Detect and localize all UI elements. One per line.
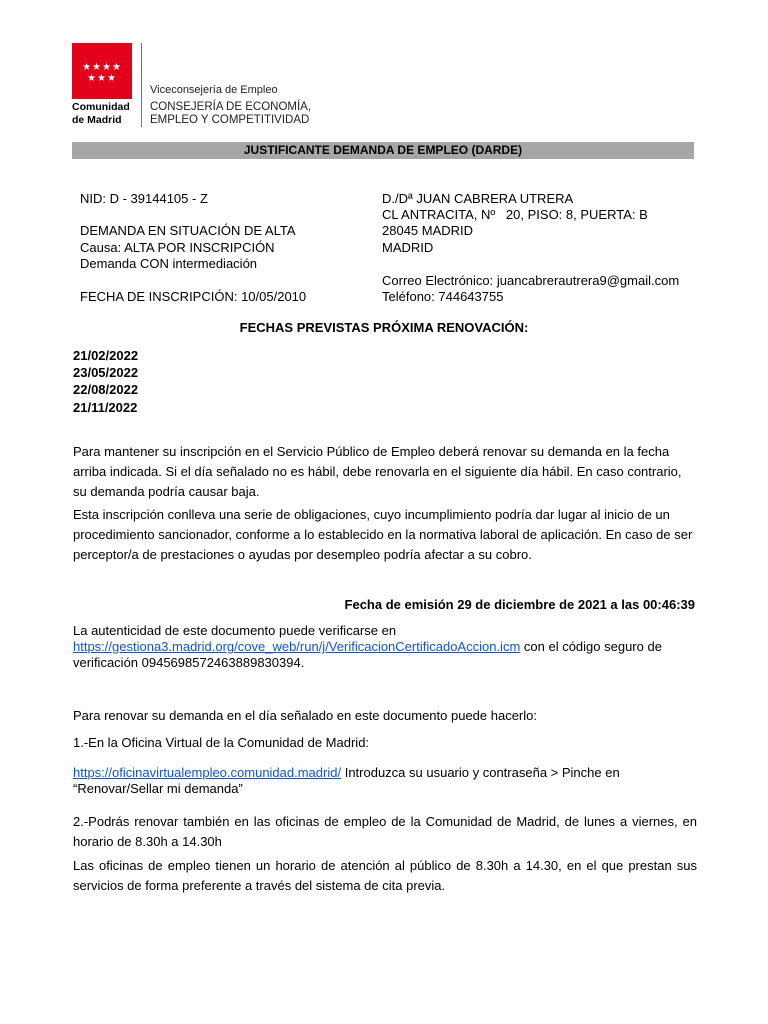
holder-city: MADRID bbox=[382, 240, 434, 255]
obligations-paragraph: Esta inscripción conlleva una serie de obligaciones, cuyo incumplimiento podría dar lugar al inicio de un procedimiento sancionador, conforme a lo establecido en la normativa laboral de aplicación. En caso de ser perceptor/a de prestaciones o ayudas por desempleo podría afectar a su cobro. bbox=[73, 507, 693, 562]
demand-status: DEMANDA EN SITUACIÓN DE ALTA bbox=[80, 223, 296, 238]
verification-link[interactable]: https://gestiona3.madrid.org/cove_web/run/j/VerificacionCertificadoAccion.icm bbox=[73, 639, 521, 654]
verification-code: verificación 0945698572463889830394. bbox=[73, 655, 305, 670]
registration-date: FECHA DE INSCRIPCIÓN: 10/05/2010 bbox=[80, 289, 307, 304]
renewal-date: 21/02/2022 bbox=[73, 348, 139, 363]
renew-option-1-instructions-2: “Renovar/Sellar mi demanda” bbox=[73, 781, 243, 796]
demand-intermediation: Demanda CON intermediación bbox=[80, 256, 258, 271]
logo-text-line: Comunidad bbox=[72, 101, 130, 113]
holder-address: CL ANTRACITA, Nº 20, PISO: 8, PUERTA: B bbox=[382, 207, 648, 222]
renew-option-1-title: 1.-En la Oficina Virtual de la Comunidad de Madrid: bbox=[73, 735, 370, 750]
header-divider bbox=[141, 43, 142, 127]
verification-line bbox=[73, 639, 662, 655]
renew-intro: Para renovar su demanda en el día señalado en este documento puede hacerlo: bbox=[73, 708, 537, 723]
stars-icon: ★★★★ bbox=[82, 62, 122, 73]
demand-cause: Causa: ALTA POR INSCRIPCIÓN bbox=[80, 240, 275, 255]
holder-phone: Teléfono: 744643755 bbox=[382, 289, 504, 304]
logo-text bbox=[72, 101, 130, 127]
renewal-date: 23/05/2022 bbox=[73, 365, 139, 380]
emission-date: Fecha de emisión 29 de diciembre de 2021 a las 00:46:39 bbox=[344, 597, 695, 612]
renew-option-1-line bbox=[73, 765, 620, 781]
renewal-date: 22/08/2022 bbox=[73, 382, 139, 397]
consejeria-label bbox=[150, 101, 311, 127]
renewal-date: 21/11/2022 bbox=[73, 400, 138, 415]
comunidad-madrid-logo bbox=[72, 43, 132, 99]
document-title: JUSTIFICANTE DEMANDA DE EMPLEO (DARDE) bbox=[72, 142, 694, 159]
verification-after-link: con el código seguro de bbox=[520, 639, 662, 654]
logo-text-line: de Madrid bbox=[72, 114, 122, 126]
oficina-virtual-link[interactable]: https://oficinavirtualempleo.comunidad.madrid/ bbox=[73, 765, 342, 780]
renewal-paragraph: Para mantener su inscripción en el Servicio Público de Empleo deberá renovar su demanda en la fecha arriba indicada. Si el día señalado no es hábil, debe renovarla en el siguiente día hábil. En caso contrario, su demanda podría causar baja. bbox=[73, 444, 682, 499]
renew-option-2: 2.-Podrás renovar también en las oficinas de empleo de la Comunidad de Madrid, de lunes a viernes, en horario de 8.30h a 14.30h bbox=[73, 814, 697, 849]
renew-option-1-instructions: Introduzca su usuario y contraseña > Pinche en bbox=[341, 765, 620, 780]
holder-email: Correo Electrónico: juancabrerautrera9@gmail.com bbox=[382, 273, 680, 288]
office-hours-info: Las oficinas de empleo tienen un horario de atención al público de 8.30h a 14.30, en el que prestan sus servicios de forma preferente a través del sistema de cita previa. bbox=[73, 858, 697, 893]
verification-text: La autenticidad de este documento puede verificarse en bbox=[73, 623, 397, 638]
holder-postal: 28045 MADRID bbox=[382, 223, 474, 238]
stars-icon: ★★★ bbox=[87, 73, 117, 84]
holder-name: D./Dª JUAN CABRERA UTRERA bbox=[382, 191, 574, 206]
renewal-heading: FECHAS PREVISTAS PRÓXIMA RENOVACIÓN: bbox=[239, 320, 529, 335]
consejeria-line: CONSEJERÍA DE ECONOMÍA, bbox=[150, 101, 312, 113]
nid: NID: D - 39144105 - Z bbox=[80, 191, 208, 206]
viceconsejeria-label: Viceconsejería de Empleo bbox=[150, 84, 278, 96]
consejeria-line: EMPLEO Y COMPETITIVIDAD bbox=[150, 114, 310, 126]
